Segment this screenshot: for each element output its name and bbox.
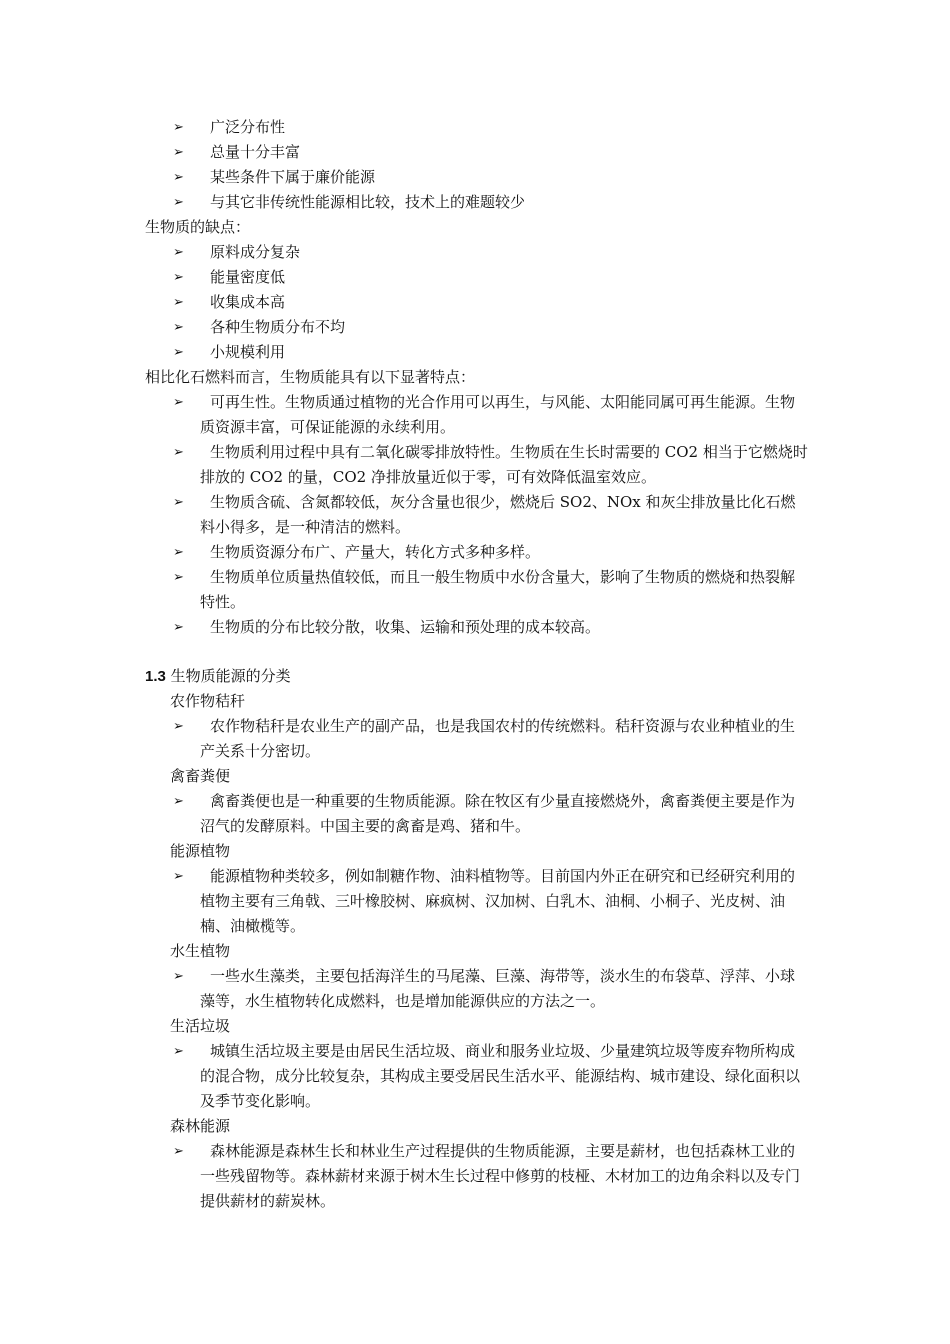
arrow-bullet-icon: ➢ [173, 145, 184, 160]
category-text: 农作物秸秆是农业生产的副产品，也是我国农村的传统燃料。秸秆资源与农业种植业的生产关系十分密切。 [200, 717, 796, 760]
disadvantage-item: 原料成分复杂 [210, 243, 301, 261]
arrow-bullet-icon: ➢ [173, 345, 184, 360]
category-title: 农作物秸秆 [170, 692, 246, 710]
arrow-bullet-icon: ➢ [173, 170, 184, 185]
features-heading: 相比化石燃料而言，生物质能具有以下显著特点： [145, 368, 476, 386]
arrow-bullet-icon: ➢ [173, 320, 184, 335]
arrow-bullet-icon: ➢ [173, 794, 184, 809]
arrow-bullet-icon: ➢ [173, 395, 184, 410]
feature-item: 生物质含硫、含氮都较低，灰分含量也很少，燃烧后 SO2、NOx 和灰尘排放量比化石燃料小得多，是一种清洁的燃料。 [200, 493, 796, 536]
arrow-bullet-icon: ➢ [173, 570, 184, 585]
category-text: 禽畜粪便也是一种重要的生物质能源。除在牧区有少量直接燃烧外，禽畜粪便主要是作为沼气的发酵原料。中国主要的禽畜是鸡、猪和牛。 [200, 792, 796, 835]
disadvantage-item: 能量密度低 [210, 268, 286, 286]
arrow-bullet-icon: ➢ [173, 620, 184, 635]
category-text: 一些水生藻类，主要包括海洋生的马尾藻、巨藻、海带等，淡水生的布袋草、浮萍、小球藻等，水生植物转化成燃料，也是增加能源供应的方法之一。 [200, 967, 796, 1010]
disadvantage-item: 各种生物质分布不均 [210, 318, 346, 336]
arrow-bullet-icon: ➢ [173, 445, 184, 460]
arrow-bullet-icon: ➢ [173, 869, 184, 884]
disadvantage-item: 收集成本高 [210, 293, 286, 311]
feature-item: 生物质的分布比较分散，收集、运输和预处理的成本较高。 [210, 618, 601, 636]
category-title: 能源植物 [170, 842, 231, 860]
category-title: 水生植物 [170, 942, 231, 960]
arrow-bullet-icon: ➢ [173, 719, 184, 734]
arrow-bullet-icon: ➢ [173, 969, 184, 984]
category-text: 能源植物种类较多，例如制糖作物、油料植物等。目前国内外正在研究和已经研究利用的植物主要有三角戟、三叶橡胶树、麻疯树、汉加树、白乳木、油桐、小桐子、光皮树、油楠、油橄榄等。 [200, 867, 796, 935]
arrow-bullet-icon: ➢ [173, 295, 184, 310]
disadvantage-item: 小规模利用 [210, 343, 286, 361]
arrow-bullet-icon: ➢ [173, 245, 184, 260]
advantage-item: 与其它非传统性能源相比较，技术上的难题较少 [210, 193, 526, 211]
arrow-bullet-icon: ➢ [173, 1044, 184, 1059]
section-title: 生物质能源的分类 [170, 667, 291, 685]
advantage-item: 广泛分布性 [210, 118, 286, 136]
advantage-item: 总量十分丰富 [210, 143, 301, 161]
arrow-bullet-icon: ➢ [173, 1144, 184, 1159]
advantage-item: 某些条件下属于廉价能源 [210, 168, 376, 186]
feature-item: 生物质单位质量热值较低，而且一般生物质中水份含量大，影响了生物质的燃烧和热裂解特性。 [200, 568, 796, 611]
arrow-bullet-icon: ➢ [173, 195, 184, 210]
disadvantages-heading: 生物质的缺点： [145, 218, 251, 236]
category-text: 森林能源是森林生长和林业生产过程提供的生物质能源，主要是薪材，也包括森林工业的一些残留物等。森林薪材来源于树木生长过程中修剪的枝桠、木材加工的边角余料以及专门提供薪材的薪炭林。 [200, 1142, 801, 1210]
category-title: 禽畜粪便 [170, 767, 231, 785]
section-heading [145, 664, 291, 689]
arrow-bullet-icon: ➢ [173, 545, 184, 560]
category-title: 森林能源 [170, 1117, 231, 1135]
feature-item: 生物质利用过程中具有二氧化碳零排放特性。生物质在生长时需要的 CO2 相当于它燃烧时排放的 CO2 的量，CO2 净排放量近似于零，可有效降低温室效应。 [200, 443, 808, 486]
arrow-bullet-icon: ➢ [173, 495, 184, 510]
section-number: 1.3 [145, 668, 166, 685]
category-text: 城镇生活垃圾主要是由居民生活垃圾、商业和服务业垃圾、少量建筑垃圾等废弃物所构成的混合物，成分比较复杂，其构成主要受居民生活水平、能源结构、城市建设、绿化面积以及季节变化影响。 [200, 1042, 801, 1110]
arrow-bullet-icon: ➢ [173, 270, 184, 285]
feature-item: 可再生性。生物质通过植物的光合作用可以再生，与风能、太阳能同属可再生能源。生物质资源丰富，可保证能源的永续利用。 [200, 393, 796, 436]
arrow-bullet-icon: ➢ [173, 120, 184, 135]
feature-item: 生物质资源分布广、产量大，转化方式多种多样。 [210, 543, 541, 561]
category-title: 生活垃圾 [170, 1017, 231, 1035]
